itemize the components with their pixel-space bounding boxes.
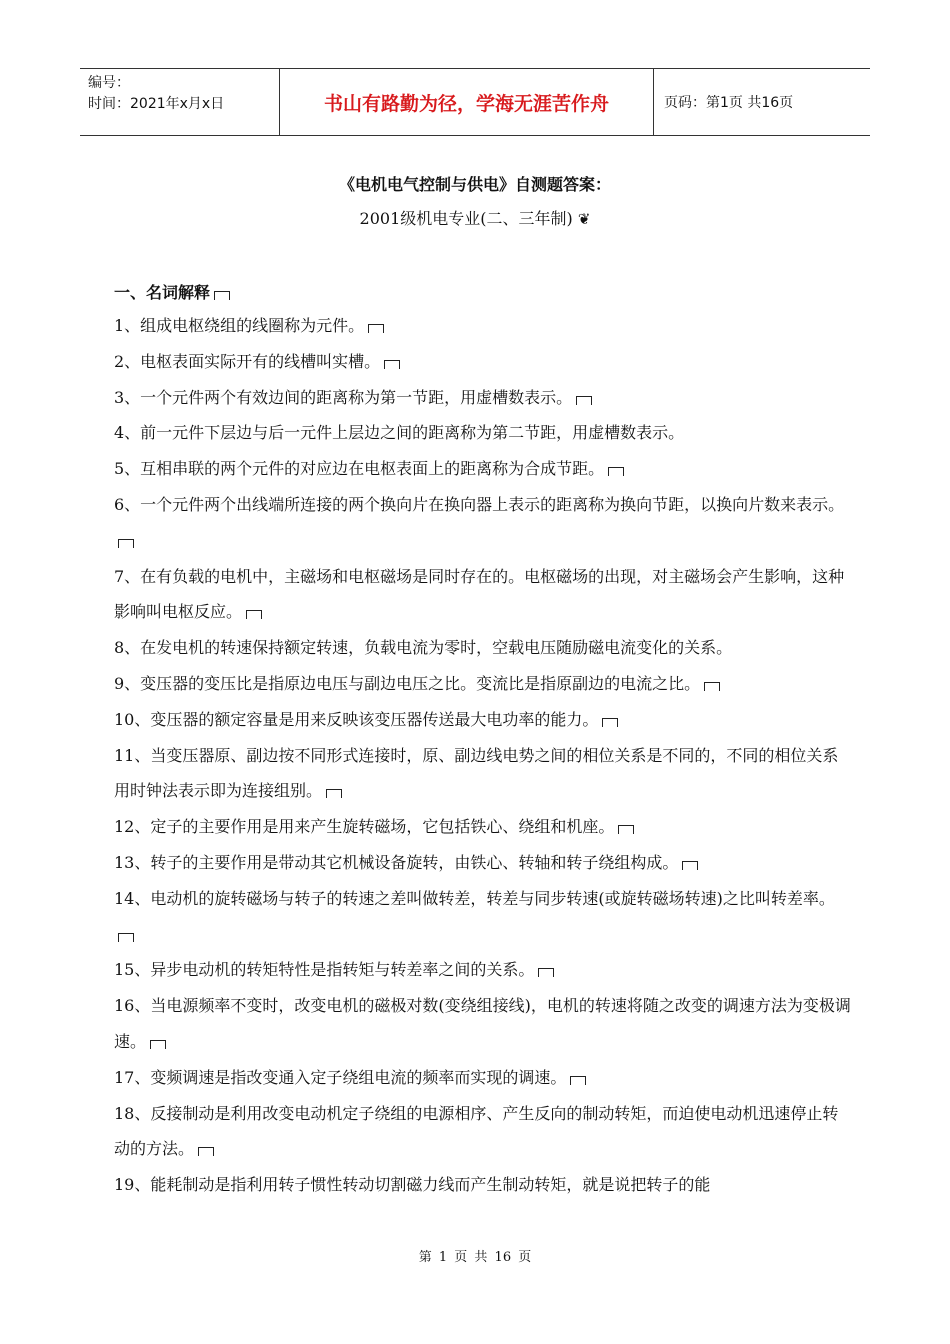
list-item: 16、当电源频率不变时，改变电机的磁极对数(变绕组接线)，电机的转速将随之改变的调速方法为变极调速。 xyxy=(114,996,851,1051)
paragraph-mark-icon xyxy=(368,324,384,333)
header-meta xyxy=(80,69,280,135)
paragraph-mark-icon xyxy=(682,861,698,870)
list-item: 13、转子的主要作用是带动其它机械设备旋转，由铁心、转轴和转子绕组构成。 xyxy=(114,845,854,881)
definition-list xyxy=(114,308,854,1203)
paragraph-mark-icon xyxy=(602,718,618,727)
list-item: 5、互相串联的两个元件的对应边在电枢表面上的距离称为合成节距。 xyxy=(114,451,854,487)
document-subtitle xyxy=(0,206,950,229)
time-label: 时间：2021年x月x日 xyxy=(88,96,225,112)
paragraph-mark-icon xyxy=(576,396,592,405)
page-footer: 第 1 页 共 16 页 xyxy=(418,1250,532,1265)
paragraph-mark-icon xyxy=(214,291,230,300)
paragraph-mark-icon xyxy=(326,789,342,798)
list-item: 7、在有负载的电机中，主磁场和电枢磁场是同时存在的。电枢磁场的出现，对主磁场会产生影响，这种影响叫电枢反应。 xyxy=(114,566,845,622)
document-header xyxy=(80,68,870,136)
paragraph-mark-icon xyxy=(384,360,400,369)
motto: 书山有路勤为径，学海无涯苦作舟 xyxy=(280,69,654,135)
section-heading-text: 一、名词解释 xyxy=(114,283,211,302)
list-item: 19、能耗制动是指利用转子惯性转动切割磁力线而产生制动转矩，就是说把转子的能 xyxy=(114,1175,711,1195)
subtitle-text: 2001级机电专业(二、三年制) xyxy=(359,209,573,228)
list-item: 3、一个元件两个有效边间的距离称为第一节距，用虚槽数表示。 xyxy=(114,380,854,416)
list-item: 8、在发电机的转速保持额定转速，负载电流为零时，空载电压随励磁电流变化的关系。 xyxy=(114,638,733,658)
list-item: 2、电枢表面实际开有的线槽叫实槽。 xyxy=(114,344,854,380)
list-item: 10、变压器的额定容量是用来反映该变压器传送最大电功率的能力。 xyxy=(114,702,854,738)
number-label: 编号： xyxy=(88,75,130,91)
paragraph-mark-icon xyxy=(118,539,134,548)
list-item: 4、前一元件下层边与后一元件上层边之间的距离称为第二节距，用虚槽数表示。 xyxy=(114,423,685,443)
paragraph-mark-icon xyxy=(618,825,634,834)
paragraph-mark-icon xyxy=(538,968,554,977)
document-title: 《电机电气控制与供电》自测题答案： xyxy=(338,175,611,194)
list-item: 17、变频调速是指改变通入定子绕组电流的频率而实现的调速。 xyxy=(114,1060,854,1096)
paragraph-mark-icon xyxy=(150,1040,166,1049)
ornament-icon: ❦ xyxy=(577,210,591,228)
paragraph-mark-icon xyxy=(608,467,624,476)
paragraph-mark-icon xyxy=(570,1076,586,1085)
list-item: 15、异步电动机的转矩特性是指转矩与转差率之间的关系。 xyxy=(114,952,854,988)
list-item: 11、当变压器原、副边按不同形式连接时，原、副边线电势之间的相位关系是不同的，不同的相位关系用时钟法表示即为连接组别。 xyxy=(114,745,839,801)
list-item: 9、变压器的变压比是指原边电压与副边电压之比。变流比是指原副边的电流之比。 xyxy=(114,666,854,702)
list-item: 6、一个元件两个出线端所连接的两个换向片在换向器上表示的距离称为换向节距，以换向片数来表示。 xyxy=(114,487,854,559)
list-item: 18、反接制动是利用改变电动机定子绕组的电源相序、产生反向的制动转矩，而迫使电动机迅速停止转动的方法。 xyxy=(114,1103,839,1159)
list-item: 12、定子的主要作用是用来产生旋转磁场，它包括铁心、绕组和机座。 xyxy=(114,809,854,845)
paragraph-mark-icon xyxy=(198,1147,214,1156)
paragraph-mark-icon xyxy=(246,610,262,619)
paragraph-mark-icon xyxy=(704,682,720,691)
section-heading xyxy=(114,280,230,303)
list-item: 1、组成电枢绕组的线圈称为元件。 xyxy=(114,308,854,344)
list-item: 14、电动机的旋转磁场与转子的转速之差叫做转差，转差与同步转速(或旋转磁场转速)之比叫转差率。 xyxy=(114,881,854,953)
paragraph-mark-icon xyxy=(118,933,134,942)
page-info: 页码：第1页 共16页 xyxy=(664,95,794,111)
